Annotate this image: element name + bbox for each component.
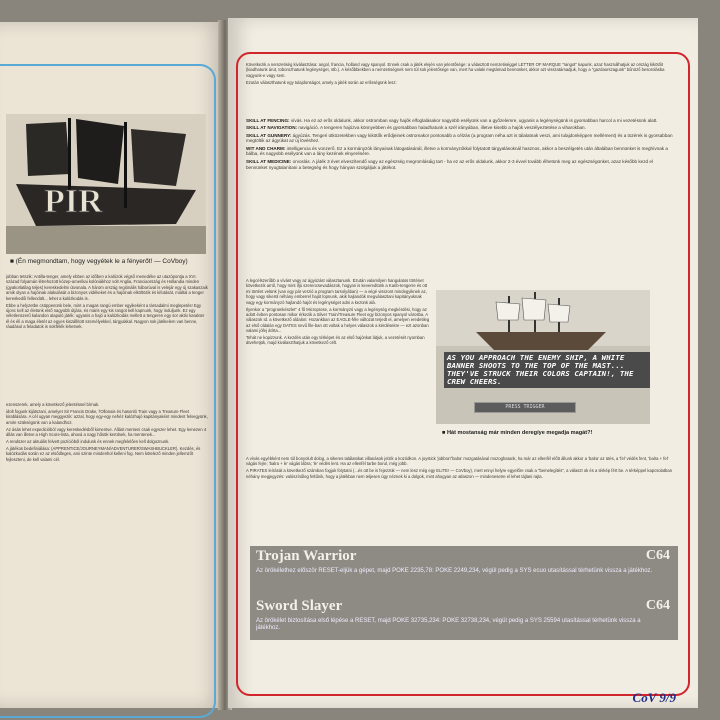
left-paragraph: ezenszerek, amely a következő jelentéssel bírnak.	[6, 402, 100, 407]
left-paragraph: jobban tetszik: Antilla-tenger, amely ebben az időben a kalózok végső menedéke az utazópontja a XVI. század folyamán létrehozott kózep-amerikai kolóniákhoz volt Anglia, Franciaország és Hollandia minden (gyakorlatilag teljes) kereskedelmi útvonala. A három ország regiónális háborúval is velejár egy új szakaszaik amik olyan a hajóinak alakulását a bizonyos vidékeket és a hajóinak elköltözik és kifutását, miáltal a tenger kereskedői fellendült... lehet a kalózkodás is.	[6, 274, 208, 301]
left-paragraph: idolt fogunk kijátszani, amelyet Sir Francis Drake, l'Ollonais és hasonló Train vagy a Treasure Fleet kirablására. A cél ugyan meggyezik: azzal, hogy egy-egy nehéz kalózhajó kapitányaként mindent felvegyünk, amire szükségünk van a kalandhoz.	[6, 408, 208, 425]
left-paragraph: A játékos bedefiniálása: (APPRENTICE/JOURNEYMAN/ADVENTURER/SWASHBUCKLER). Kezdés, és kalózkodás során ez az elsődleges, ami szinte mindenhol kelleni fog. Nem kötelező minden jellemzőt fejleszteni, de kell valami cél.	[6, 445, 201, 462]
game-screenshot	[436, 290, 650, 424]
skill-name: SKILL AT FENCING:	[246, 118, 290, 123]
skill-name: SKILL AT MEDICINE:	[246, 158, 292, 164]
caption-bullet: ■	[10, 258, 16, 265]
cheat-title: Trojan Warrior	[256, 548, 357, 564]
body-paragraph: A vívás egyébként nem túl bonyolult dolog, a sikeres találatokat villanások jelzik a kozódkon. A joystick 'jobbra'/'balra' mozgatásával mozoghatunk, ha már az ellenfél előtt állunk akkor a 'balra' az ütés, a 'fel' védés fent, 'balra + fel' vágás fejre; 'balra + le' vágás lábra; 'le' védés lent. Ha az ellenfél tarbe borul, még jobb.	[246, 456, 669, 467]
skill-text: navigáció. A tengeren hajózva könnyebben és gyorsabban haladhatunk a szél irányában, illetve kisebb a hajók veszélyeztetése a viharokban.	[298, 125, 586, 131]
skill-entry	[246, 159, 674, 171]
caption-text: (Én megmondtam, hogy vegyétek le a fényerőt! — CoVboy)	[15, 258, 188, 265]
platform-tag: C64	[645, 598, 670, 613]
ship-illustration	[6, 114, 206, 254]
caption-text: Hát mostanság már minden deregíye megadja magát?!	[446, 430, 593, 436]
body-paragraph: Ilyenkor a "programkészlet" 4 fő Microprose, a kormányzó vagy a legénység megkérdési, hogy az adott évben pontosan mikor érkezik a Silver Train/Treasure Fleet egy bizonyos spanyol városba. A válaszok Id. a következő oldalon: Hozankban az EAGLE-féle változat terjedt el, amelyen eredetileg az első oldalán egy DATES nevű file-ban ott voltak a helyes válaszok a kérdésekre — ezt azonban valami jófej átírta...	[246, 306, 430, 334]
body-paragraph: A PIRATES leírását a következő számban fogjuk folytatni (...és ott be is fejezzük — nem lesz még egy ELITE! — CoVboy), mert ennyi helyre egyelőre csak a "bemelegítés", a választ ok és a térkép fért be. A térképpel kapcsolatban néhány megjegyzés: valószínűleg feltűnik, hogy a játékban nem teljesen úgy néznek ki a dolgok, mint ahogyan az atlaszon — mindenesetre el lehet tájlani rajta.	[246, 468, 673, 479]
cheat-box-trojan-warrior	[250, 546, 678, 596]
skill-name: SKILL AT GUNNERY:	[246, 132, 292, 138]
platform-tag: C64	[645, 548, 670, 563]
skill-entry	[246, 146, 674, 158]
intro-paragraph: Ezután választhatunk egy tulajdonságot, amely a játék során az erősségünk lesz:	[246, 79, 397, 85]
left-page	[0, 22, 226, 708]
skill-entry	[246, 125, 674, 131]
screenshot-caption	[442, 430, 662, 437]
right-text-full	[246, 456, 674, 538]
skill-text: orvoslás. A játék 3 évet elveszítendő vagy az egészség megromlásáig tart - ha ez az erős oldalunk, akkor 2-3 évvel tovább élhetünk meg az egészségünket, azaz később kezd el bennünket nyugtalanítani a betegség és hogy hányan szolgáljuk a játékot.	[246, 158, 653, 170]
right-text-column-left	[246, 278, 430, 454]
right-intro	[246, 62, 674, 86]
left-text-column-top	[6, 274, 208, 392]
screen-message: AS YOU APPROACH THE ENEMY SHIP, A WHITE BANNER SHOOTS TO THE TOP OF THE MAST... THEY'VE STRUCK THEIR COLORS CAPTAIN!, THE CREW CHEERS.	[444, 352, 650, 388]
screen-prompt-bar: PRESS TRIGGER	[474, 402, 576, 413]
skill-entry	[246, 118, 674, 124]
body-paragraph: Tehát ne kopizzunk. A kezdés után egy térképet és az első hajónkat látjuk, a vezetését nyomban átvehetjük, majd kiválaszthatjuk a következő célt.	[246, 335, 425, 346]
logo-text: PIR	[44, 183, 103, 220]
cheat-text: Az örökélet biztosítása első lépése a RESET, majd POKE 32735,234: POKE 32738,234, végül pedig a SYS 25594 utasítással térhetünk vissza a játékhoz.	[256, 618, 641, 632]
intro-paragraph: Következik a nemzetiség kiválasztása: angol, francia, holland vagy spanyol. Ennek csak a játék elején van jelentősége: a választott nemzetiséggel LETTER OF MARQUE "rangot" kapunk, azaz használhatjuk az ország kikötőit (kiadhatunk árut, toborozhatunk legénységet, stb.). A későbbiekben a nemzetiségnek nem túl sok jelentősége van, mert ha valaki megtámad bennünket, akkor azt visszatámadjuk, hogy a "gazdaorszagunk" bűnöző besorolásba vagyunk-e vagy sem.	[246, 62, 665, 78]
left-paragraph: Az ásás lehet expedicióból vagy kereskedésből kimentve. Állást menteni csak egyszer lehet. Egy lemezen 4 állás van illetve a High Score-lista, ahová a nagy hősök kerülnek, ha mentenek...	[6, 426, 207, 438]
skill-text: intelligencia és vonzerő. Ez a kormányzók lányainak látogatásánál, illetve a kormányzókkal folytatott tárgyalásoknál hasznos, akkor a beszélgetés után általában bennünket is meghívnak a bálba, és nagyobb esélyünk van a lány kezének elnyerésére.	[246, 145, 668, 157]
left-paragraph: Ebbe a helyzetbe csöppenünk bele, mint a magas rangú ember egyikeként a társadalmi meglepetés! Egy újonc kell az életünk első nagyobb útjára, és máris egy kis rangot kell kapnunk, hogy induljunk. Ez egy véletlenszerű kalandon alapuló játék: ugyanis a hajó a kalózkodás mellett a tengeren egy sor aktív karakter él és éli a maga életét az egyes kiszállított személyekkel, tárgyakkal. Nagyon sok játékelem van benne, ráadásul a feladatok is sokfélék lehetnek.	[6, 302, 205, 330]
skills-list	[246, 118, 674, 276]
left-text-column-bottom	[6, 402, 208, 702]
left-paragraph: A rendszer az aktuális felvett pozícióból indulunk és ennek megfelelően kell dolgoznunk.	[6, 438, 170, 444]
skill-text: vívás. Ha ez az erős oldalunk, akkor ostromban vagy hajók elfoglalásakor nagyobb esélyünk van a győzelemre, ugyanis a legénységünk is gyorsabban harcol a mi vezetésünk alatt.	[290, 118, 658, 123]
cheat-box-sword-slayer	[250, 596, 678, 640]
body-paragraph: A legcélszerűbb a vívást vagy az ágyúzást választanunk. Ezután valamilyen hangulatos történet következik arról, hogy mint ifjú szerencsevadászok, hogyan is keveredtünk a Karib-tengerre és ott mi történt velünk (van egy pár verzió a program tarsolyában) — a végé visszont mindegyiknek az, hogy vagy sikerül néhány emberrel hajót lopnunk, akik hajlandók megválasztani kapitányuknak vagy egy kormányzó hajlandó hajót és legénységet adni a kezünk alá.	[246, 278, 428, 305]
image-caption	[10, 258, 210, 266]
caption-bullet: ■	[442, 430, 447, 436]
page-number: CoV 9/9	[632, 690, 676, 705]
pirate-ship-image	[6, 114, 206, 254]
skill-name: SKILL AT NAVIGATION:	[246, 125, 298, 131]
cheat-text: Az örökélethez először RESET-eljük a gépet, majd POKE 2235,78: POKE 2249,234, végül pedig a SYS ecuo utasítással térhetünk vissza a játékhoz.	[256, 568, 653, 574]
skill-text: ágyúzás. Tengeri ütközetekben vagy kikötők erődjeinek ostromakor pontosabb a célzás (a program néha azt is tálalatnak veszi, ami tulajdonképpen mellément) és a tüzérek is gyorsabban megtöltik az ágyúkat az új lövéshez.	[246, 132, 673, 144]
skill-entry	[246, 133, 674, 145]
cheat-title: Sword Slayer	[256, 598, 343, 614]
skill-name: WIT AND CHARM:	[246, 145, 286, 151]
